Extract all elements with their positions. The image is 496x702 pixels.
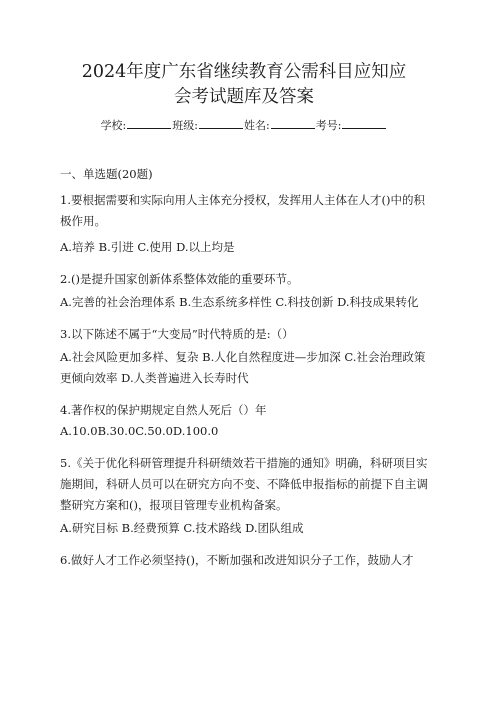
question-stem: 2.()是提升国家创新体系整体效能的重要环节。 [60,272,299,286]
question-options: A.研究目标 B.经费预算 C.技术路线 D.团队组成 [60,521,304,535]
section-title: 一、单选题(20题) [60,167,153,181]
exam-number-blank [342,118,386,129]
exam-number-label: 考号: [315,119,342,132]
question-options: A.完善的社会治理体系 B.生态系统多样性 C.科技创新 D.科技成果转化 [60,295,419,309]
name-label: 姓名: [244,119,270,132]
question-4 [60,400,428,442]
question-2 [60,269,428,313]
question-5 [60,453,428,539]
question-stem: 6.做好人才工作必须坚持()，不断加强和改进知识分子工作，鼓励人才 [60,553,414,567]
question-options: A.社会风险更加多样、复杂 B.人化自然程度进—步加深 C.社会治理政策更倾向效率 D.人类普遍进入长寿时代 [60,350,426,385]
class-blank [199,118,243,129]
question-1 [60,190,428,258]
question-stem: 5.《关于优化科研管理提升科研绩效若干措施的通知》明确，科研项目实施期间，科研人员可以在研究方向不变、不降低申报指标的前提下自主调整研究方案和()，报项目管理专业机构备案。 [60,456,428,512]
question-3 [60,324,428,389]
document-title [60,60,428,110]
question-stem: 1.要根据需要和实际向用人主体充分授权，发挥用人主体在人才()中的积极作用。 [60,193,425,228]
question-6 [60,550,428,571]
question-options: A.10.0B.30.0C.50.0D.100.0 [60,424,219,438]
question-stem: 3.以下陈述不属于“大变局”时代特质的是:（） [60,327,294,341]
class-label: 班级: [172,119,198,132]
question-options: A.培养 B.引进 C.使用 D.以上均是 [60,240,235,254]
name-blank [271,118,315,129]
school-label: 学校: [100,119,127,132]
student-info-line [60,118,428,134]
title-line-2: 会考试题库及答案 [174,87,314,107]
title-line-1: 2024年度广东省继续教育公需科目应知应 [81,62,407,82]
school-blank [127,118,171,129]
question-stem: 4.著作权的保护期规定自然人死后（）年 [60,403,267,417]
